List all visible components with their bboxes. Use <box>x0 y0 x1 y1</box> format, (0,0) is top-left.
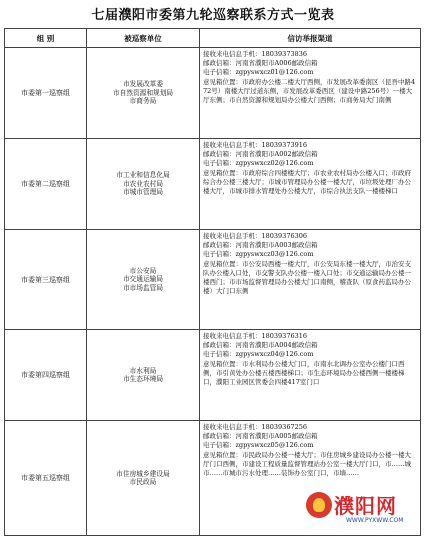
phone-line: 接收来电信息手机：18039373836 <box>203 50 307 58</box>
unit-name: 市民政局 <box>129 478 157 486</box>
unit-cell <box>87 330 200 421</box>
suggestion-box-line: 意见箱位置：市民政局办公楼一楼大厅；市住房城乡建设局办公楼一楼大厅门口西侧，市建设工程质量监督管理站办公室一楼大厅门口，市……城市……市城市污水处理……装饰办公室门口，市墙…… <box>203 450 411 478</box>
suggestion-box-line: 意见箱位置：市公安局西楼一楼大厅，市公安局东楼一楼大厅，市治安支队办公楼入口处，市交警支队办公楼一楼入口处；市交通运输局办公楼一楼西门；市市场监督管理局办公楼大门口南侧，稽查队（原食药监局办公楼）大门口东侧 <box>203 259 411 296</box>
unit-name: 市生态环境局 <box>122 375 164 383</box>
unit-name: 市住房城乡建设局 <box>116 469 170 478</box>
email-line: 电子信箱：zgpyswxcz05@126.com <box>203 441 314 450</box>
header-channel: 信访举报渠道 <box>200 29 421 48</box>
group-cell: 市委第二巡察组 <box>5 139 87 230</box>
unit-name: 市发展改革委 <box>122 80 164 89</box>
watermark-logo-icon <box>306 492 332 518</box>
email-line: 电子信箱：zgpyswxcz01@126.com <box>203 68 314 77</box>
group-cell: 市委第三巡察组 <box>5 230 87 330</box>
suggestion-box-line: 意见箱位置：市政府办公楼二楼大厅西侧，市发展改革委南区（昆吾中路472号）南楼大厅过道东侧，市发展改革委西区（建设中路256号）一楼大厅东侧；市自然资源和规划局办公楼大门西侧；市商务局大门南侧 <box>203 77 416 105</box>
header-unit: 被巡察单位 <box>87 29 200 48</box>
group-cell: 市委第四巡察组 <box>5 330 87 421</box>
phone-line: 接收来电信息手机：18039367256 <box>203 423 307 431</box>
channel-cell <box>200 48 421 139</box>
unit-name: 市自然资源和规划局 <box>112 88 174 97</box>
channel-cell <box>200 139 421 230</box>
page-title: 七届濮阳市委第九轮巡察联系方式一览表 <box>91 8 335 23</box>
unit-name: 市市场监管局 <box>122 283 164 292</box>
group-cell: 市委第五巡察组 <box>5 421 87 536</box>
unit-name: 市交通运输局 <box>122 275 164 284</box>
unit-name: 市城市管理局 <box>122 188 164 197</box>
email-line: 电子信箱：zgpyswxcz02@126.com <box>203 159 314 168</box>
unit-cell <box>87 139 200 230</box>
site-watermark <box>306 490 424 532</box>
unit-name: 市公安局 <box>129 266 157 275</box>
header-group: 组 别 <box>5 29 87 48</box>
group-cell: 市委第一巡察组 <box>5 48 87 139</box>
unit-cell <box>87 230 200 330</box>
mailbox-line: 邮政信箱：河南省濮阳市A003邮政信箱 <box>203 241 318 250</box>
phone-line: 接收来电信息手机：18039373916 <box>203 141 307 149</box>
unit-name: 市农业农村局 <box>122 179 164 188</box>
table-row <box>5 330 421 421</box>
unit-name: 市水利局 <box>129 366 157 375</box>
table-row <box>5 139 421 230</box>
watermark-text: 濮阳网 <box>334 494 397 518</box>
unit-name: 市商务局 <box>129 97 157 106</box>
mailbox-line: 邮政信箱：河南省濮阳市A002邮政信箱 <box>203 150 318 159</box>
mailbox-line: 邮政信箱：河南省濮阳市A006邮政信箱 <box>203 59 318 68</box>
phone-line: 接收来电信息手机：18039376316 <box>203 332 307 340</box>
email-line: 电子信箱：zgpyswxcz04@126.com <box>203 350 314 359</box>
table-row <box>5 48 421 139</box>
suggestion-box-line: 意见箱位置：市水利局办公楼大门口，市南水北调办公室办公楼门口西侧，市引黄处办公楼五楼西楼梯口；市生态环境局办公楼西侧一楼楼梯口，濮阳工业园区管委会四楼417室门口 <box>203 359 405 387</box>
table-header-row <box>5 29 421 48</box>
unit-cell <box>87 48 200 139</box>
unit-cell <box>87 421 200 536</box>
suggestion-box-line: 意见箱位置：市政府综合四楼楼大厅；市农业农村局办公楼入口；市政府综合办公楼三楼大厅；市城市管理局办公楼一楼大厅，市垃圾处理厂办公楼大厅，市城市排水管理处办公楼大厅，市综合执法支队一楼楼梯口 <box>203 168 411 196</box>
mailbox-line: 邮政信箱：河南省濮阳市A004邮政信箱 <box>203 341 318 350</box>
contact-table <box>4 28 421 536</box>
channel-cell <box>200 230 421 330</box>
watermark-url: WWW.PYXWW.COM <box>346 517 404 524</box>
table-row <box>5 230 421 330</box>
email-line: 电子信箱：zgpyswxcz03@126.com <box>203 250 314 259</box>
channel-cell <box>200 330 421 421</box>
phone-line: 接收来电信息手机：18039376306 <box>203 232 307 240</box>
mailbox-line: 邮政信箱：河南省濮阳市A005邮政信箱 <box>203 432 318 441</box>
unit-name: 市工业和信息化局 <box>116 171 170 180</box>
